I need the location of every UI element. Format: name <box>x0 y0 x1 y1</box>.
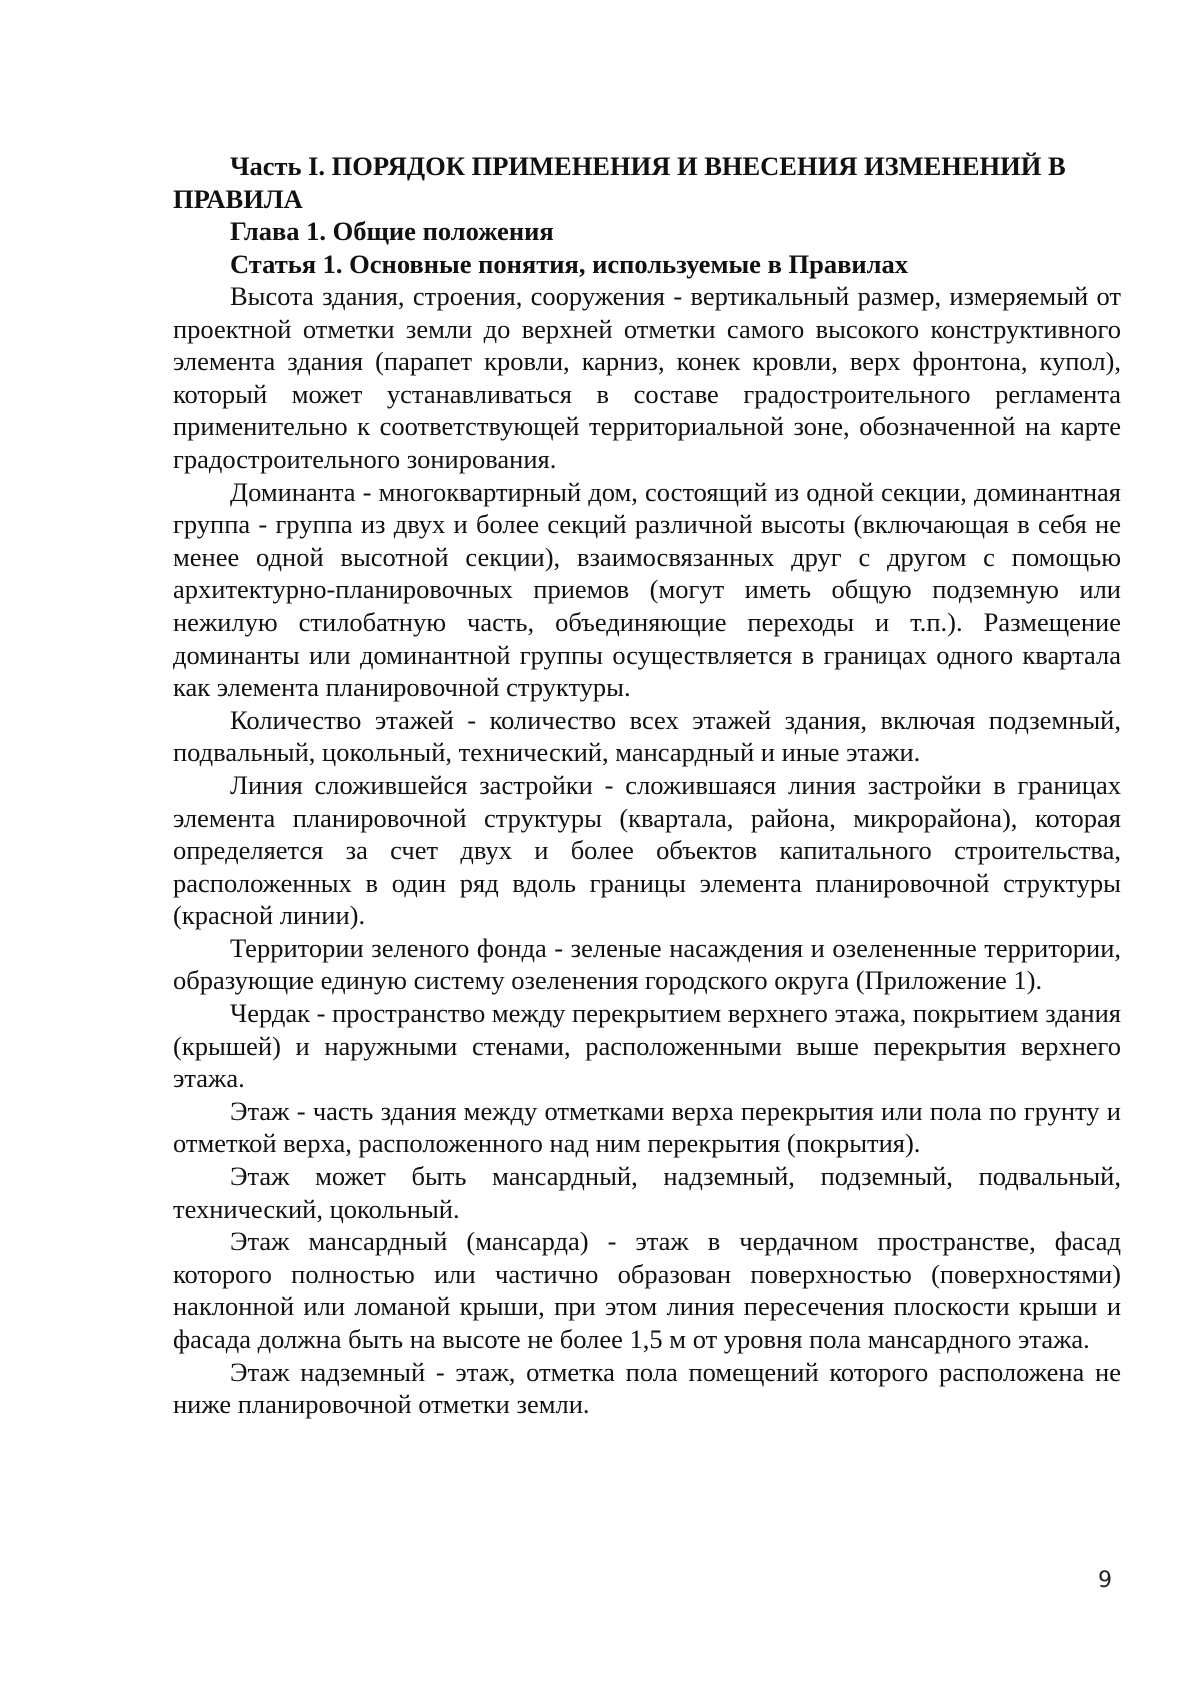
article-title: Статья 1. Основные понятия, используемые в Правилах <box>230 248 909 279</box>
paragraph-attic: Чердак - пространство между перекрытием верхнего этажа, покрытием здания (крышей) и наружными стенами, расположенными выше перекрытия верхнего этажа. <box>173 998 1121 1094</box>
paragraph-above-ground-floor: Этаж надземный - этаж, отметка пола помещений которого расположена не ниже планировочной отметки земли. <box>173 1356 1121 1420</box>
paragraph-floor-types: Этаж может быть мансардный, надземный, подземный, подвальный, технический, цокольный. <box>173 1161 1121 1224</box>
paragraph-number-of-floors: Количество этажей - количество всех этажей здания, включая подземный, подвальный, цокольный, технический, мансардный и иные этажи. <box>173 704 1121 768</box>
paragraph-dominant: Доминанта - многоквартирный дом, состоящий из одной секции, доминантная группа - группа из двух и более секций различной высоты (включающая в себя не менее одной высотной секции), взаимосвязанных друг с другом с помощью архитектурно-планировочных приемов (могут иметь общую подземную или нежилую стилобатную часть, объединяющие переходы и т.п.). Размещение доминанты или доминантной группы осуществляется в границах одного квартала как элемента планировочной структуры. <box>173 476 1121 703</box>
paragraph-mansard-floor: Этаж мансардный (мансарда) - этаж в чердачном пространстве, фасад которого полностью или частично образован поверхностью (поверхностями) наклонной или ломаной крыши, при этом линия пересечения плоскости крыши и фасада должна быть на высоте не более 1,5 м от уровня пола мансардного этажа. <box>173 1226 1121 1354</box>
part-title: Часть I. ПОРЯДОК ПРИМЕНЕНИЯ И ВНЕСЕНИЯ ИЗМЕНЕНИЙ В ПРАВИЛА <box>173 151 1066 214</box>
paragraph-building-height: Высота здания, строения, сооружения - вертикальный размер, измеряемый от проектной отметки земли до верхней отметки самого высокого конструктивного элемента здания (парапет кровли, карниз, конек кровли, верх фронтона, купол), который может устанавливаться в составе градостроительного регламента применительно к соответствующей территориальной зоне, обозначенной на карте градостроительного зонирования. <box>173 281 1121 474</box>
paragraph-green-fund: Территории зеленого фонда - зеленые насаждения и озелененные территории, образующие единую систему озеленения городского округа (Приложение 1). <box>173 932 1121 996</box>
document-page <box>173 150 1121 1421</box>
paragraph-floor: Этаж - часть здания между отметками верха перекрытия или пола по грунту и отметкой верха, расположенного над ним перекрытия (покрытия). <box>173 1095 1121 1159</box>
chapter-title: Глава 1. Общие положения <box>230 216 554 246</box>
paragraph-building-line: Линия сложившейся застройки - сложившаяся линия застройки в границах элемента планировочной структуры (квартала, района, микрорайона), которая определяется за счет двух и более объектов капитального строительства, расположенных в один ряд вдоль границы элемента планировочной структуры (красной линии). <box>173 769 1121 931</box>
page-number: 9 <box>1098 1568 1112 1593</box>
